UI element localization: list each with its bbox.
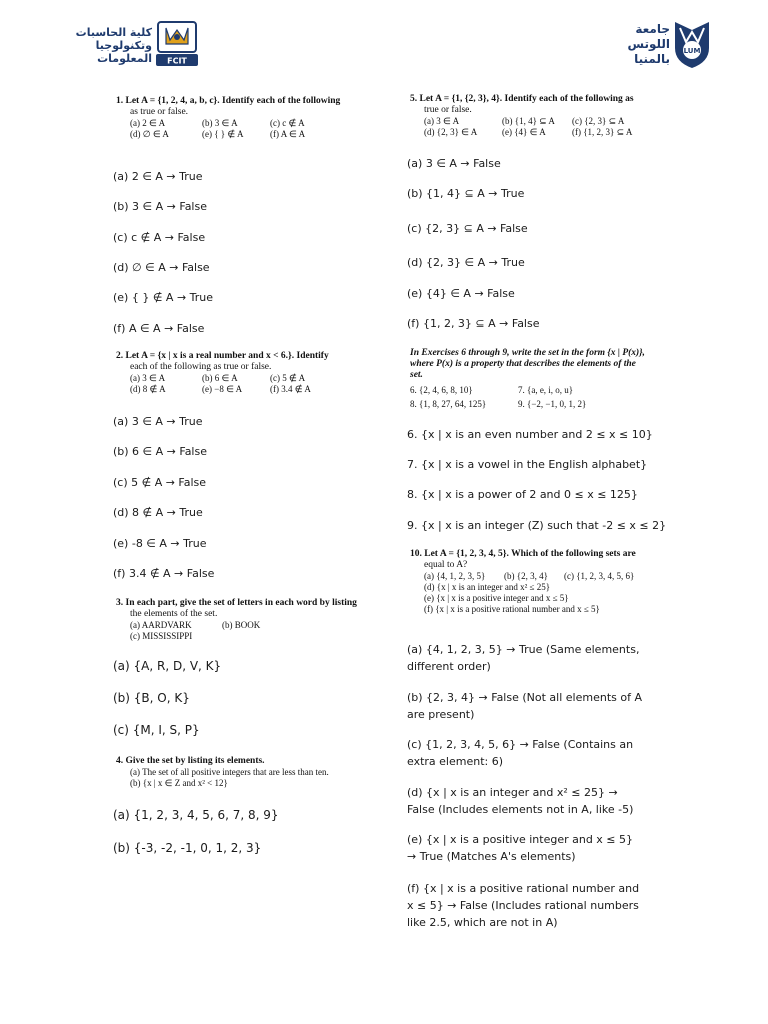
q5-option-d: (d) {2, 3} ∈ A: [424, 127, 478, 137]
q5-answer-a: (a) 3 ∈ A → False: [407, 157, 501, 170]
q2-prompt: 2. Let A = {x | x is a real number and x < 6.}. Identify: [116, 351, 329, 361]
q8-answer: 8. {x | x is a power of 2 and 0 ≤ x ≤ 125}: [407, 488, 638, 501]
q5-option-e: (e) {4} ∈ A: [502, 127, 546, 137]
q3-answer-c: (c) {M, I, S, P}: [113, 723, 200, 737]
q3-answer-b: (b) {B, O, K}: [113, 691, 190, 705]
q2-question: [116, 351, 366, 395]
q2-option-f: (f) 3.4 ∉ A: [270, 384, 311, 394]
q9-set: 9. {−2, −1, 0, 1, 2}: [518, 399, 587, 409]
q1-prompt-cont: as true or false.: [130, 107, 189, 117]
q1-answer-d: (d) ∅ ∈ A → False: [113, 261, 210, 274]
q4-option-b: (b) {x | x ∈ Z and x² < 12}: [130, 778, 228, 788]
q7-set: 7. {a, e, i, o, u}: [518, 385, 574, 395]
q10-option-a: (a) {4, 1, 2, 3, 5}: [424, 571, 486, 581]
q10-answer-e: (e) {x | x is a positive integer and x ≤ 5} → True (Matches A's elements): [407, 833, 634, 863]
q2-option-a: (a) 3 ∈ A: [130, 373, 166, 383]
q10-prompt: 10. Let A = {1, 2, 3, 4, 5}. Which of the following sets are: [410, 549, 636, 559]
q2-answer-e: (e) -8 ∈ A → True: [113, 537, 207, 550]
lum-shield-icon: [672, 18, 712, 70]
q4-prompt: 4. Give the set by listing its elements.: [116, 756, 265, 766]
q3-answer-a: (a) {A, R, D, V, K}: [113, 659, 222, 673]
q6-9-prompt-cont: where P(x) is a property that describes the elements of the: [410, 359, 636, 369]
q3-prompt-cont: the elements of the set.: [130, 609, 218, 619]
q1-prompt: 1. Let A = {1, 2, 4, a, b, c}. Identify each of the following: [116, 96, 341, 106]
q1-answer-c: (c) c ∉ A → False: [113, 231, 206, 244]
q10-answer-a: (a) {4, 1, 2, 3, 5} → True (Same elements, different order): [407, 643, 640, 673]
q4-question: [116, 756, 366, 789]
q6-9-prompt: In Exercises 6 through 9, write the set in the form {x | P(x)},: [410, 348, 645, 358]
q10-answer-b: (b) {2, 3, 4} → False (Not all elements of A are present): [407, 691, 642, 721]
q1-option-c: (c) c ∉ A: [270, 118, 305, 128]
q5-answer-e: (e) {4} ∈ A → False: [407, 287, 515, 300]
q1-answer-e: (e) { } ∉ A → True: [113, 291, 214, 304]
q5-answer-d: (d) {2, 3} ∈ A → True: [407, 256, 525, 269]
q2-prompt-cont: each of the following as true or false.: [130, 362, 272, 372]
q10-question: [410, 549, 660, 615]
q3-prompt: 3. In each part, give the set of letters in each word by listing: [116, 598, 357, 608]
lum-logo: [610, 18, 710, 74]
q10-prompt-cont: equal to A?: [424, 560, 468, 570]
q7-answer: 7. {x | x is a vowel in the English alphabet}: [407, 458, 648, 471]
q10-option-d: (d) {x | x is an integer and x² ≤ 25}: [424, 582, 551, 592]
q2-answer-f: (f) 3.4 ∉ A → False: [113, 567, 215, 580]
q3-option-c: (c) MISSISSIPPI: [130, 631, 193, 641]
fcit-arabic-name: [74, 26, 152, 65]
q2-answer-c: (c) 5 ∉ A → False: [113, 476, 207, 489]
fcit-emblem-icon: [154, 20, 200, 70]
lum-line-1: جامعة: [635, 22, 670, 36]
q5-answer-c: (c) {2, 3} ⊆ A → False: [407, 222, 528, 235]
q10-option-b: (b) {2, 3, 4}: [504, 571, 548, 581]
q1-answer-b: (b) 3 ∈ A → False: [113, 200, 207, 213]
q2-option-b: (b) 6 ∈ A: [202, 373, 238, 383]
q5-answer-b: (b) {1, 4} ⊆ A → True: [407, 187, 525, 200]
q6-9-prompt-end: set.: [410, 370, 423, 380]
q1-option-a: (a) 2 ∈ A: [130, 118, 166, 128]
q2-answer-a: (a) 3 ∈ A → True: [113, 415, 203, 428]
fcit-line-2: وتكنولوجيا: [95, 39, 152, 52]
q1-answer-f: (f) A ∈ A → False: [113, 322, 205, 335]
q10-option-f: (f) {x | x is a positive rational number and x ≤ 5}: [424, 604, 600, 614]
q10-answer-f: (f) {x | x is a positive rational number and x ≤ 5} → False (Includes rational numbers like 2.5, which are not in A): [407, 882, 640, 929]
lum-line-3: بالمنيا: [634, 52, 670, 66]
q5-option-f: (f) {1, 2, 3} ⊆ A: [572, 127, 633, 137]
q5-question: [410, 94, 660, 138]
q1-answer-a: (a) 2 ∈ A → True: [113, 170, 203, 183]
q5-option-a: (a) 3 ∈ A: [424, 116, 460, 126]
fcit-line-1: كلية الحاسبات: [75, 26, 152, 39]
q3-option-a: (a) AARDVARK: [130, 620, 192, 630]
q6-9-question: [410, 348, 660, 410]
q1-option-f: (f) A ∈ A: [270, 129, 306, 139]
q5-prompt: 5. Let A = {1, {2, 3}, 4}. Identify each of the following as: [410, 94, 634, 104]
q8-set: 8. {1, 8, 27, 64, 125}: [410, 399, 487, 409]
q5-option-b: (b) {1, 4} ⊆ A: [502, 116, 555, 126]
q10-answer-d: (d) {x | x is an integer and x² ≤ 25} → False (Includes elements not in A, like -5): [407, 786, 634, 816]
q2-option-e: (e) −8 ∈ A: [202, 384, 243, 394]
q1-question: [116, 96, 366, 140]
fcit-badge-text: FCIT: [167, 56, 187, 66]
q1-option-d: (d) ∅ ∈ A: [130, 129, 169, 139]
q2-answer-d: (d) 8 ∉ A → True: [113, 506, 203, 519]
q4-answer-a: (a) {1, 2, 3, 4, 5, 6, 7, 8, 9}: [113, 808, 279, 822]
lum-arabic-name: [610, 22, 670, 67]
q1-option-b: (b) 3 ∈ A: [202, 118, 238, 128]
q2-option-c: (c) 5 ∉ A: [270, 373, 306, 383]
fcit-logo: [74, 20, 204, 72]
q1-option-e: (e) { } ∉ A: [202, 129, 244, 139]
q3-question: [116, 598, 366, 642]
q6-set: 6. {2, 4, 6, 8, 10}: [410, 385, 473, 395]
q5-prompt-cont: true or false.: [424, 105, 472, 115]
q5-answer-f: (f) {1, 2, 3} ⊆ A → False: [407, 317, 540, 330]
q5-option-c: (c) {2, 3} ⊆ A: [572, 116, 625, 126]
q10-option-e: (e) {x | x is a positive integer and x ≤ 5}: [424, 593, 569, 603]
q2-option-d: (d) 8 ∉ A: [130, 384, 166, 394]
fcit-line-3: المعلومات: [97, 52, 152, 65]
q6-answer: 6. {x | x is an even number and 2 ≤ x ≤ 10}: [407, 428, 653, 441]
lum-badge-text: LUM: [683, 47, 701, 55]
q10-answer-c: (c) {1, 2, 3, 4, 5, 6} → False (Contains an extra element: 6): [407, 738, 634, 768]
lum-line-2: اللوتس: [627, 37, 670, 51]
q2-answer-b: (b) 6 ∈ A → False: [113, 445, 207, 458]
q4-answer-b: (b) {-3, -2, -1, 0, 1, 2, 3}: [113, 841, 262, 855]
q3-option-b: (b) BOOK: [222, 620, 261, 630]
q10-option-c: (c) {1, 2, 3, 4, 5, 6}: [564, 571, 635, 581]
q9-answer: 9. {x | x is an integer (Z) such that -2 ≤ x ≤ 2}: [407, 519, 667, 532]
q4-option-a: (a) The set of all positive integers that are less than ten.: [130, 767, 329, 777]
